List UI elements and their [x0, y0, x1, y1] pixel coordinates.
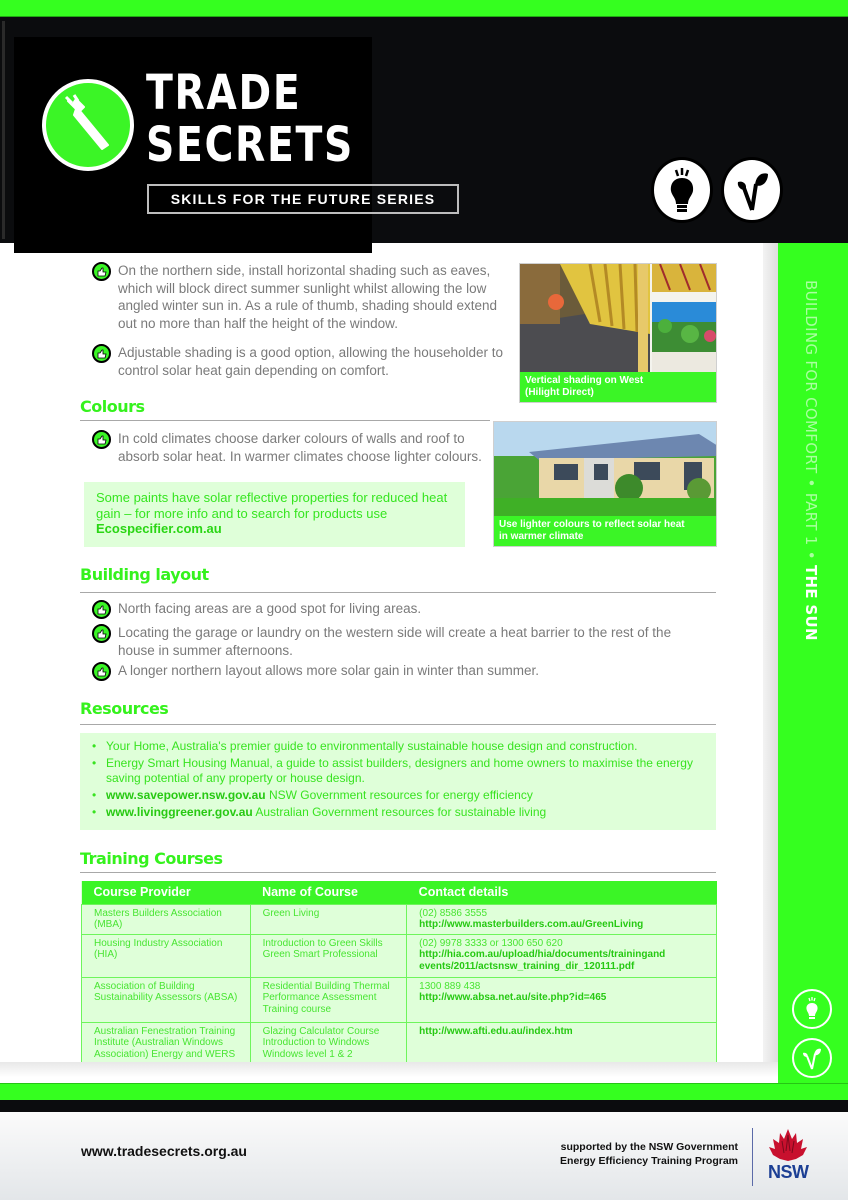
nsw-logo-text: NSW: [768, 1162, 809, 1182]
content-shadow: [0, 1062, 778, 1084]
section-divider: [80, 872, 716, 873]
shading-bullet-1: [92, 262, 504, 332]
resource-item: [92, 739, 706, 754]
side-label-part2: THE SUN: [802, 564, 820, 641]
section-title-building-layout: Building layout: [80, 565, 209, 584]
thumbs-up-icon: [92, 600, 111, 619]
resource-item: [92, 805, 706, 820]
table-header-row: [82, 881, 717, 904]
resource-text: [106, 756, 706, 785]
support-line-2: Energy Efficiency Training Program: [560, 1155, 738, 1167]
photo-caption: [494, 516, 716, 546]
bullet-text: In cold climates choose darker colours of walls and roof to absorb solar heat. In warmer climates choose lighter colours.: [118, 431, 482, 464]
wrench-icon: [42, 79, 134, 171]
footer-website-link[interactable]: www.tradesecrets.org.au: [81, 1143, 247, 1159]
column-header: Name of Course: [250, 881, 407, 904]
sprout-icon: [721, 157, 783, 223]
footer-support-text: [530, 1140, 738, 1168]
contact-url[interactable]: http://www.masterbuilders.com.au/GreenLiving: [419, 919, 644, 930]
layout-bullet-2: [92, 624, 672, 659]
photo-vertical-shading: [519, 263, 717, 403]
section-title-colours: Colours: [80, 397, 145, 416]
layout-bullet-1: [92, 600, 672, 619]
resource-item: [92, 788, 706, 803]
series-label: SKILLS FOR THE FUTURE SERIES: [147, 184, 459, 214]
bullet-text: On the northern side, install horizontal shading such as eaves, which will block direct summer sunlight whilst allowing the low angled winter sun in. As a rule of thumb, shading should extend out no more than half the height of the window.: [118, 263, 497, 331]
header-edge: [2, 21, 5, 239]
bullet-dot: •: [92, 739, 97, 753]
photo-caption: [520, 372, 716, 402]
cell-course: Introduction to Green Skills Green Smart Professional: [250, 934, 407, 977]
lightbulb-icon: [651, 157, 713, 223]
column-header: Contact details: [407, 881, 717, 904]
section-title-training-courses: Training Courses: [80, 849, 223, 868]
resource-item: [92, 756, 706, 785]
side-shadow: [763, 243, 779, 1083]
section-divider: [80, 420, 490, 421]
bullet-text: North facing areas are a good spot for living areas.: [118, 601, 422, 616]
bullet-dot: •: [92, 756, 97, 770]
resource-desc: Energy Smart Housing Manual, a guide to assist builders, designers and home owners to maximise the energy saving potential of any property or house design.: [106, 756, 693, 785]
bullet-text: Locating the garage or laundry on the western side will create a heat barrier to the rest of the house in summer afternoons.: [118, 625, 672, 658]
thumbs-up-icon: [92, 262, 111, 281]
cell-provider: Masters Builders Association (MBA): [82, 904, 251, 934]
cell-contact: [407, 934, 717, 977]
resource-text: [106, 788, 533, 803]
side-lightbulb-icon: [792, 989, 832, 1029]
table-row: [82, 904, 717, 934]
contact-phone: (02) 9978 3333 or 1300 650 620: [419, 937, 563, 949]
cell-provider: Association of Building Sustainability Assessors (ABSA): [82, 977, 251, 1022]
thumbs-up-icon: [92, 624, 111, 643]
cell-contact: [407, 904, 717, 934]
thumbs-up-icon: [92, 344, 111, 363]
side-section-label: [802, 280, 820, 641]
column-header: Course Provider: [82, 881, 251, 904]
section-title-resources: Resources: [80, 699, 169, 718]
training-courses-table: [81, 881, 717, 1065]
ecospecifier-link[interactable]: Ecospecifier.com.au: [96, 521, 222, 536]
bullet-dot: •: [92, 787, 97, 802]
cell-provider: Australian Fenestration Training Institute (Australian Windows Association) Energy and WERS: [82, 1022, 251, 1064]
bottom-green-band: [0, 1083, 848, 1101]
shading-bullet-2: [92, 344, 504, 379]
tip-box-paints: [84, 482, 465, 547]
header: [0, 17, 848, 243]
logo-wordmark: [146, 67, 354, 171]
resource-link[interactable]: www.livinggreener.gov.au: [106, 804, 253, 819]
resource-link[interactable]: www.savepower.nsw.gov.au: [106, 787, 266, 802]
table-row: [82, 1022, 717, 1064]
table-row: [82, 977, 717, 1022]
contact-phone: (02) 8586 3555: [419, 907, 488, 919]
thumbs-up-icon: [92, 430, 111, 449]
contact-url[interactable]: http://www.afti.edu.au/index.htm: [419, 1025, 573, 1037]
bullet-text: Adjustable shading is a good option, allowing the householder to control solar heat gain depending on comfort.: [118, 345, 504, 378]
cell-provider: Housing Industry Association (HIA): [82, 934, 251, 977]
cell-course: Glazing Calculator Course Introduction to Windows Windows level 1 & 2: [250, 1022, 407, 1064]
resource-desc: NSW Government resources for energy efficiency: [265, 787, 533, 802]
bottom-black-band: [0, 1100, 848, 1112]
photo-light-colours-house: [493, 421, 717, 547]
section-divider: [80, 592, 716, 593]
bullet-text: A longer northern layout allows more solar gain in winter than summer.: [118, 663, 539, 678]
bullet-dot: •: [92, 804, 97, 819]
table-row: [82, 934, 717, 977]
resource-text: [106, 805, 546, 820]
caption-line-1: Use lighter colours to reflect solar heat: [499, 519, 685, 530]
cell-contact: [407, 977, 717, 1022]
cell-course: Residential Building Thermal Performance Assessment Training course: [250, 977, 407, 1022]
section-divider: [80, 724, 716, 725]
caption-line-2: in warmer climate: [499, 531, 584, 542]
contact-url[interactable]: http://www.absa.net.au/site.php?id=465: [419, 992, 607, 1003]
cell-course: Green Living: [250, 904, 407, 934]
caption-line-2: (Hilight Direct): [525, 387, 594, 398]
logo-line-2: SECRETS: [146, 117, 354, 173]
support-line-1: supported by the NSW Government: [560, 1141, 738, 1153]
layout-bullet-3: [92, 662, 672, 681]
contact-url[interactable]: http://hia.com.au/upload/hia/documents/trainingand events/2011/actsnsw_training_dir_120111.pdf: [419, 949, 666, 972]
side-sprout-icon: [792, 1038, 832, 1078]
thumbs-up-icon: [92, 662, 111, 681]
colours-bullet-1: [92, 430, 490, 465]
caption-line-1: Vertical shading on West: [525, 375, 644, 386]
resource-desc: Your Home, Australia's premier guide to environmentally sustainable house design and construction.: [106, 739, 638, 753]
tip-text: Some paints have solar reflective properties for reduced heat gain – for more info and to search for products use: [96, 490, 448, 521]
resources-box: [80, 733, 716, 830]
contact-phone: 1300 889 438: [419, 980, 481, 992]
footer-divider: [752, 1128, 753, 1186]
resource-desc: Australian Government resources for sustainable living: [252, 804, 547, 819]
resource-text: [106, 739, 638, 754]
cell-contact: [407, 1022, 717, 1064]
top-green-band: [0, 0, 848, 17]
logo-line-1: TRADE: [146, 65, 302, 121]
trade-secrets-logo: [14, 37, 372, 253]
side-label-part1: BUILDING FOR COMFORT • PART 1 •: [802, 280, 820, 565]
